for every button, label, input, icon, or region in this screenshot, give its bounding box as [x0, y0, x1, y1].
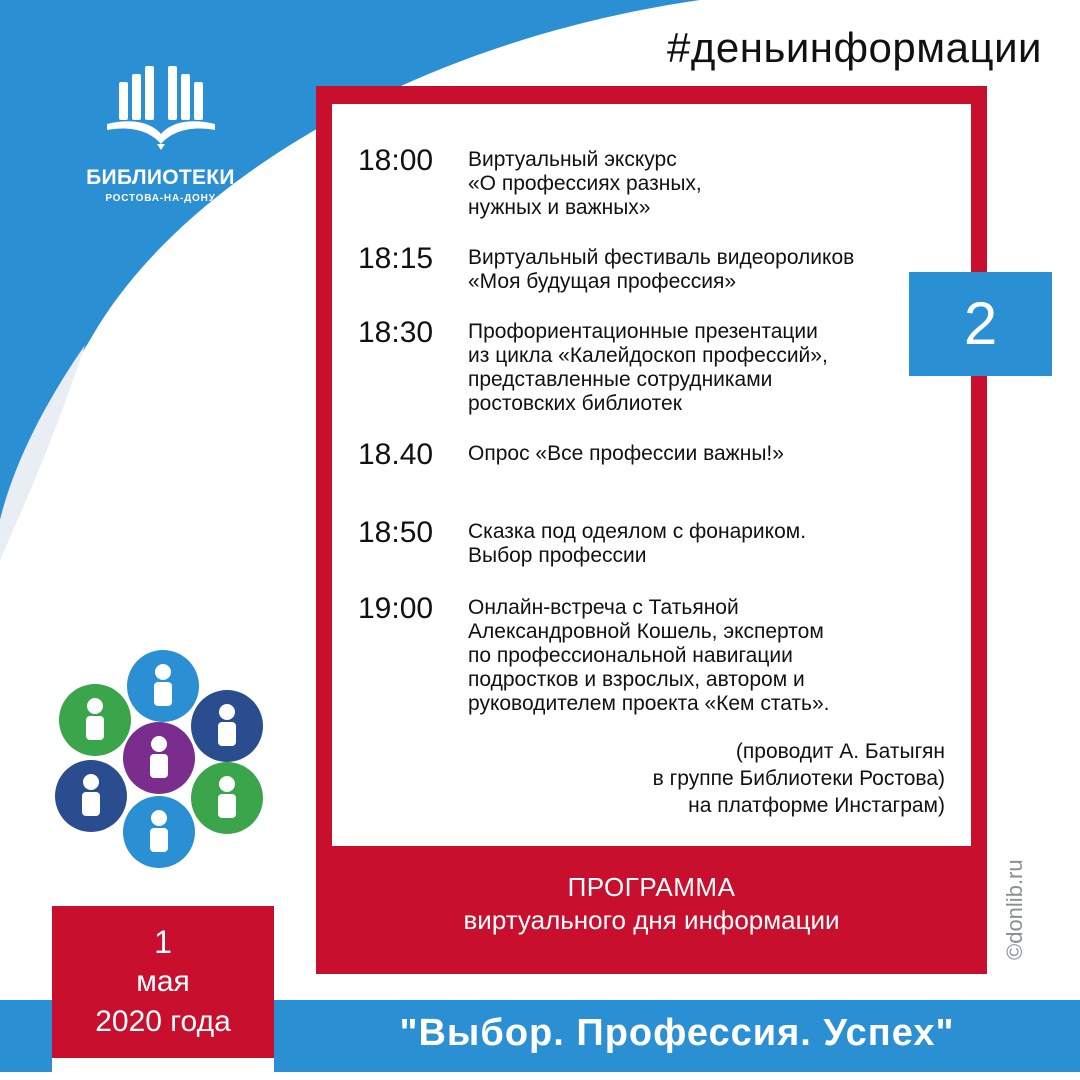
- schedule-line: представленные сотрудниками: [468, 368, 773, 391]
- schedule-time: 18:15: [358, 242, 434, 275]
- schedule-time: 19:00: [358, 592, 434, 625]
- slogan-bar: [274, 1000, 1080, 1072]
- schedule-time: 18.40: [358, 438, 434, 471]
- schedule-line: Выбор профессии: [468, 544, 647, 567]
- schedule-line: Виртуальный фестиваль видеороликов: [468, 246, 855, 269]
- host-note: [653, 738, 945, 819]
- page-number-badge: 2: [909, 272, 1052, 376]
- schedule-line: ростовских библиотек: [468, 392, 682, 415]
- date-day: 1: [154, 924, 172, 960]
- library-logo[interactable]: [78, 60, 243, 204]
- schedule-line: Виртуальный экскурс: [468, 148, 677, 171]
- date-month: мая: [136, 965, 190, 998]
- schedule-line: руководителем проекта «Кем стать».: [468, 692, 830, 715]
- date-year: 2020 года: [95, 1005, 231, 1038]
- note-line: в группе Библиотеки Ростова): [652, 767, 945, 790]
- schedule-line: Александровной Кошель, экспертом: [468, 620, 824, 643]
- schedule-panel: [332, 104, 971, 846]
- copyright[interactable]: ©donlib.ru: [1002, 859, 1027, 960]
- schedule-time: 18:50: [358, 516, 434, 549]
- schedule-text: [468, 148, 948, 220]
- schedule-time: 18:30: [358, 316, 434, 349]
- schedule-line: по профессиональной навигации: [468, 644, 793, 667]
- logo-city: РОСТОВА-НА-ДОНУ: [105, 193, 216, 204]
- schedule-text: [468, 246, 948, 294]
- schedule-text: [468, 520, 948, 568]
- book-icon: [101, 60, 221, 152]
- program-title-block: [316, 872, 987, 936]
- schedule-line: Опрос «Все профессии важны!»: [468, 442, 784, 465]
- schedule-text: [468, 596, 948, 716]
- note-line: (проводит А. Батыгян: [735, 740, 945, 763]
- note-line: на платформе Инстаграм): [688, 794, 945, 817]
- schedule-line: нужных и важных»: [468, 196, 651, 219]
- schedule-line: «О профессиях разных,: [468, 172, 702, 195]
- schedule-line: Онлайн-встреча с Татьяной: [468, 596, 739, 619]
- program-subtitle: виртуального дня информации: [463, 905, 840, 935]
- schedule-line: Профориентационные презентации: [468, 320, 818, 343]
- professions-illustration: [55, 648, 269, 870]
- event-date: [52, 906, 274, 1058]
- schedule-text: [468, 442, 948, 466]
- schedule-time: 18:00: [358, 144, 434, 177]
- schedule-line: подростков и взрослых, автором и: [468, 668, 805, 691]
- slogan: "Выбор. Профессия. Успех": [399, 1012, 955, 1054]
- schedule-text: [468, 320, 948, 416]
- schedule-line: Сказка под одеялом с фонариком.: [468, 520, 807, 543]
- hashtag: #деньинформации: [667, 24, 1042, 71]
- schedule-line: «Моя будущая профессия»: [468, 270, 737, 293]
- schedule-line: из цикла «Калейдоскоп профессий»,: [468, 344, 828, 367]
- bottom-strip-left: [0, 1000, 52, 1072]
- logo-name: БИБЛИОТЕКИ: [86, 166, 235, 189]
- program-title: ПРОГРАММА: [567, 872, 736, 902]
